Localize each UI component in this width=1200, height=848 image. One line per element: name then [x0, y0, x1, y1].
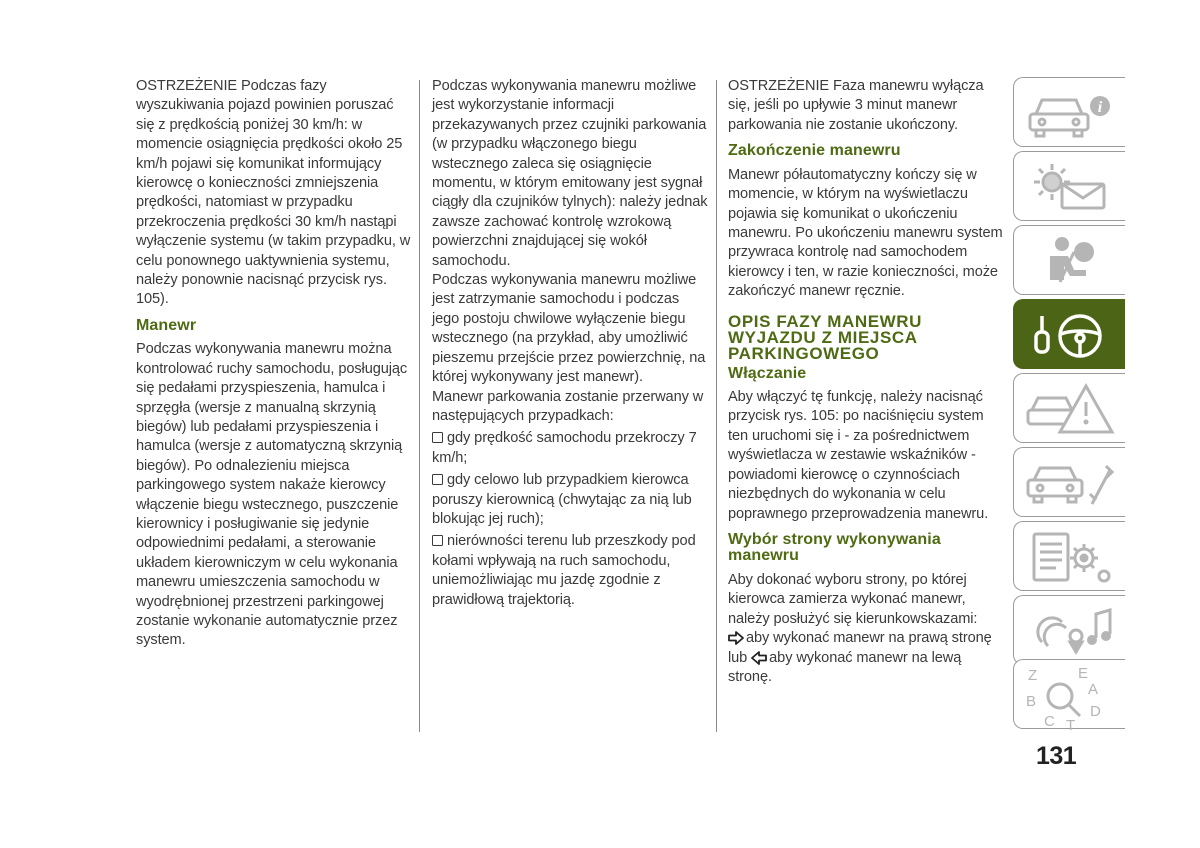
index-letter: E [1078, 666, 1089, 682]
checkbox-bullet-icon [432, 432, 443, 443]
list-item-text: gdy celowo lub przypadkiem kierowca poruszy kierownicą (chwytając za nią lub blokując jej ruch); [432, 472, 692, 527]
tab-index[interactable] [1013, 659, 1125, 729]
index-letter: C [1044, 713, 1055, 730]
section-title: OPIS FAZY MANEWRU WYJAZDU Z MIEJSCA PARKINGOWEGO [728, 311, 923, 363]
heading-wybor-strony: Wybór strony wykonywania manewru [728, 530, 941, 565]
tab-multimedia[interactable] [1013, 595, 1125, 665]
list-item-text: gdy prędkość samochodu przekroczy 7 km/h; [432, 430, 697, 466]
right-arrow-icon [728, 631, 744, 645]
paragraph: Podczas wykonywania manewru możliwe jest zatrzymanie samochodu i podczas jego postoju chwilowe wyłączenie biegu wstecznego (na przykład, aby umożliwić pieszemu przejście przez powierzchnię, na której wykonywany jest manewr). [432, 272, 706, 386]
index-letter: T [1066, 717, 1076, 730]
paragraph: Aby włączyć tę funkcję, należy nacisnąć przycisk rys. 105: po naciśnięciu system ten uruchomi się i - za pośrednictwem wyświetlacza w zestawie wskaźników - powiadomi kierowcę o czynnościach niezbędnych do wykonania w celu poprawnego przeprowadzenia manewru. [728, 389, 989, 522]
tab-car-info[interactable] [1013, 77, 1125, 147]
left-arrow-icon [751, 651, 767, 665]
list-item [432, 429, 710, 468]
index-letter: Z [1028, 667, 1038, 684]
tab-emergency[interactable] [1013, 373, 1125, 443]
sun-envelope-icon [1022, 158, 1118, 216]
warning-paragraph: OSTRZEŻENIE Podczas fazy wyszukiwania pojazd powinien poruszać się z prędkością poniżej 30 km/h: w momencie osiągnięcia prędkości około 25 km/h pojawi się komunikat informujący kierowcę o konieczności zmniejszenia prędkości, natomiast w przypadku przekroczenia prędkości 30 km/h nastąpi wyłączenie systemu (w takim przypadku, w celu ponownego uaktywnienia systemu, należy ponownie nacisnąć przycisk rys. 105). [136, 78, 411, 308]
warning-paragraph: OSTRZEŻENIE Faza manewru wyłącza się, jeśli po upływie 3 minut manewr parkowania nie zostanie ukończony. [728, 78, 984, 133]
column-2 [432, 77, 710, 610]
svg-text:i: i [1097, 99, 1103, 116]
list-item-text: nierówności terenu lub przeszkody pod kołami wpływają na ruch samochodu, uniemożliwiając mu jazdę zgodnie z prawidłową trajektorią. [432, 533, 696, 608]
heading-wlaczanie: Włączanie [728, 364, 807, 382]
list-item [432, 532, 710, 610]
column-3 [728, 77, 1006, 687]
seat-airbag-icon [1022, 232, 1118, 290]
paragraph: Podczas wykonywania manewru można kontrolować ruchy samochodu, posługując się pedałami przyspieszenia, hamulca i sprzęgła (wersje z manualną skrzynią biegów) lub pedałami przyspieszenia i hamulca (wersje z automatyczną skrzynią biegów). Po odnalezieniu miejsca parkingowego system nakaże kierowcy włączenie biegu wstecznego, puszczenie kierownicy i posługiwanie się jedynie odpowiednimi pedałami, a sterowanie układem kierowniczym w celu wykonania manewru umieszczenia samochodu w wyodrębnionej przestrzeni parkingowej zostanie wykonanie automatycznie przez system. [136, 341, 408, 649]
paragraph: Aby dokonać wyboru strony, po której kierowca zamierza wykonać manewr, należy posłużyć się kierunkowskazami: [728, 571, 978, 627]
paragraph-arrows [728, 629, 1006, 687]
index-letter: A [1088, 681, 1099, 698]
tab-lights-messages[interactable] [1013, 151, 1125, 221]
column-divider [419, 80, 420, 732]
tab-maintenance[interactable] [1013, 447, 1125, 517]
index-letter: B [1026, 693, 1037, 710]
text-span: aby wykonać manewr na lewą stronę. [728, 649, 962, 685]
column-1 [136, 77, 414, 651]
paragraph: Podczas wykonywania manewru możliwe jest wykorzystanie informacji przekazywanych przez czujniki parkowania (w przypadku włączonego biegu wstecznego zaleca się osiągnięcie momentu, w którym emitowany jest sygnał ciągły dla czujników tylnych): należy jednak zawsze zachować kontrolę wzrokową powierzchni znajdującej się wokół samochodu. [432, 78, 708, 269]
heading-manewr: Manewr [136, 316, 197, 334]
paragraph: Manewr parkowania zostanie przerwany w następujących przypadkach: [432, 388, 704, 424]
document-gear-icon [1022, 528, 1118, 586]
car-info-icon [1022, 84, 1118, 142]
list-item [432, 471, 710, 529]
alphabet-index-icon [1022, 666, 1118, 730]
car-wrench-icon [1022, 454, 1118, 512]
checkbox-bullet-icon [432, 474, 443, 485]
page-number: 131 [1036, 742, 1077, 770]
paragraph: Manewr półautomatyczny kończy się w momencie, w którym na wyświetlaczu pojawia się komunikat o ukończeniu manewru. Po ukończeniu manewru system przywraca kontrolę nad samochodem kierowcy i ten, w razie konieczności, może zakończyć manewr ręcznie. [728, 166, 1003, 300]
tab-technical-data[interactable] [1013, 521, 1125, 591]
tab-starting-driving[interactable] [1013, 299, 1125, 369]
index-letter: D [1090, 703, 1101, 720]
heading-zakonczenie: Zakończenie manewru [728, 142, 901, 160]
text-span: aby wykonać manewr na prawą stronę lub [728, 630, 992, 666]
column-divider [716, 80, 717, 732]
checkbox-bullet-icon [432, 535, 443, 546]
car-warning-triangle-icon [1022, 380, 1118, 438]
key-steering-wheel-icon [1022, 306, 1118, 364]
multimedia-note-icon [1022, 602, 1118, 660]
tab-safety[interactable] [1013, 225, 1125, 295]
